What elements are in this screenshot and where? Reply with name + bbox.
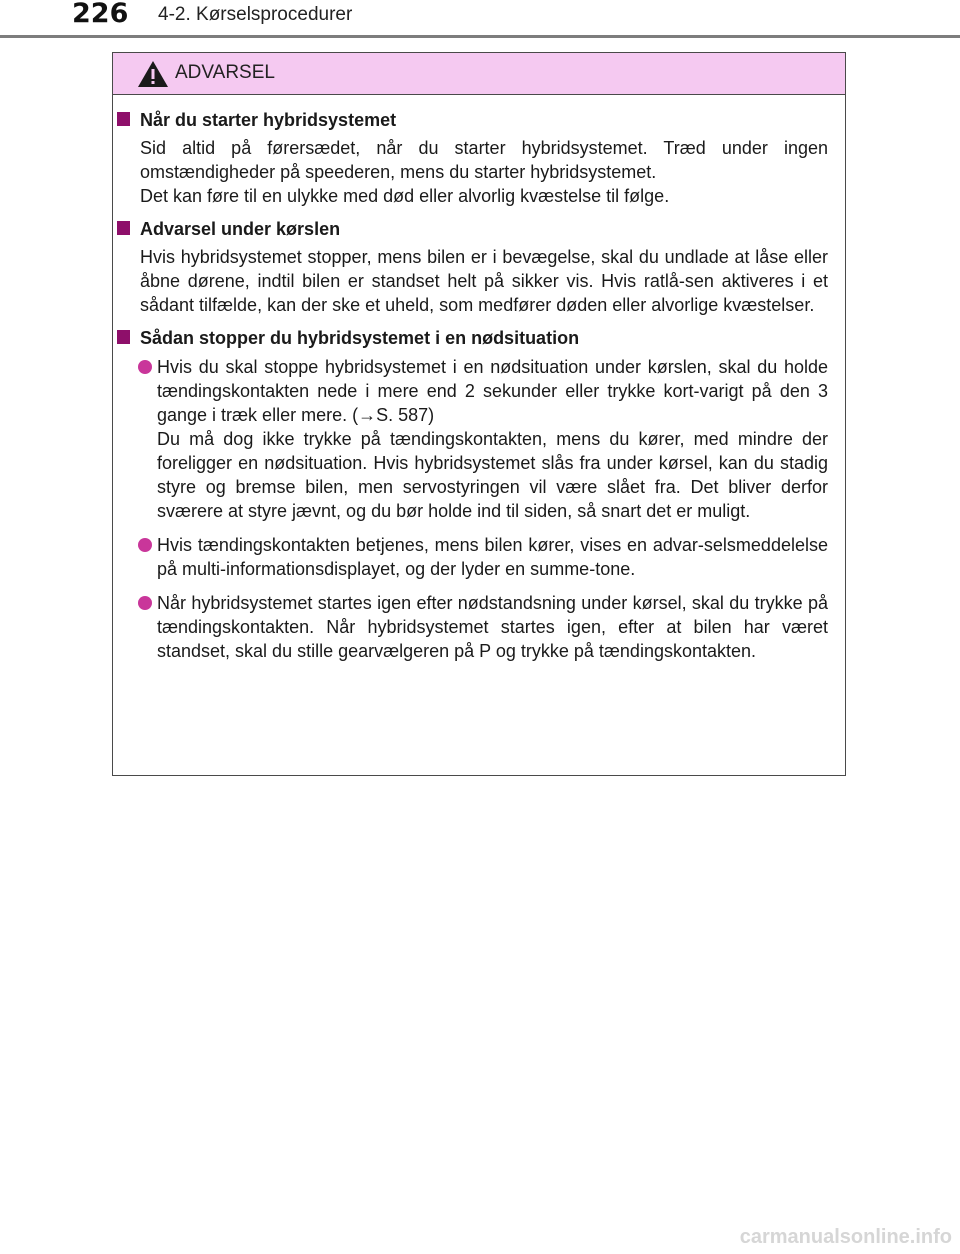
list-item (157, 355, 828, 523)
square-bullet-icon (117, 221, 130, 235)
section-heading-text: Når du starter hybridsystemet (140, 110, 397, 130)
warning-box (112, 52, 846, 776)
section-heading (113, 325, 844, 351)
warning-section (113, 107, 844, 208)
square-bullet-icon (117, 112, 130, 126)
section-heading-text: Advarsel under kørslen (140, 219, 341, 239)
paragraph: Det kan føre til en ulykke med død eller alvorlig kvæstelse til følge. (140, 186, 670, 206)
warning-header (113, 53, 845, 95)
warning-section (113, 325, 844, 663)
page-number: 226 (72, 0, 129, 29)
square-bullet-icon (117, 330, 130, 344)
paragraph: Hvis tændingskontakten betjenes, mens bilen kører, vises en advar-selsmeddelelse på multi-informationsdisplayet, og der lyder en summe-tone. (157, 535, 828, 579)
section-heading (113, 107, 844, 133)
round-bullet-icon (138, 538, 152, 552)
round-bullet-icon (138, 596, 152, 610)
warning-body (113, 107, 844, 673)
header-rule (0, 35, 960, 38)
section-heading (113, 216, 844, 242)
warning-section (113, 216, 844, 317)
paragraph: Hvis hybridsystemet stopper, mens bilen er i bevægelse, skal du undlade at låse eller åbne dørene, indtil bilen er standset helt på sikker vis. Hvis ratlå-sen aktiveres i et sådant tilfælde, kan der ske et uheld, som medfører døden eller alvorlige kvæstelser. (140, 247, 828, 315)
section-title: 4-2. Kørselsprocedurer (158, 4, 353, 25)
watermark: carmanualsonline.info (739, 1226, 952, 1248)
section-heading-text: Sådan stopper du hybridsystemet i en nødsituation (140, 328, 580, 348)
paragraph: Sid altid på førersædet, når du starter hybridsystemet. Træd under ingen omstændigheder på speederen, mens du starter hybridsystemet. (140, 138, 828, 182)
page-header (0, 0, 960, 40)
paragraph: Hvis du skal stoppe hybridsystemet i en nødsituation under kørslen, skal du holde tændingskontakten nede i mere end 2 sekunder eller trykke kort-varigt på den 3 gange i træk eller mere. (→S. 587) (157, 357, 828, 425)
list-item (157, 533, 828, 581)
list-item (157, 591, 828, 663)
paragraph: Når hybridsystemet startes igen efter nødstandsning under kørsel, skal du trykke på tændingskontakten. Når hybridsystemet startes igen, efter at bilen har været standset, skal du stille gearvælgeren på P og trykke på tændingskontakten. (157, 593, 828, 661)
warning-triangle-icon (136, 59, 170, 89)
warning-label: ADVARSEL (175, 62, 275, 83)
paragraph: Du må dog ikke trykke på tændingskontakten, mens du kører, med mindre der foreligger en nødsituation. Hvis hybridsystemet slås fra under kørsel, kan du stadig styre og bremse bilen, men servostyringen vil være slået fra. Det bliver derfor sværere at styre jævnt, og du bør holde ind til siden, så snart det er muligt. (157, 429, 828, 521)
round-bullet-icon (138, 360, 152, 374)
